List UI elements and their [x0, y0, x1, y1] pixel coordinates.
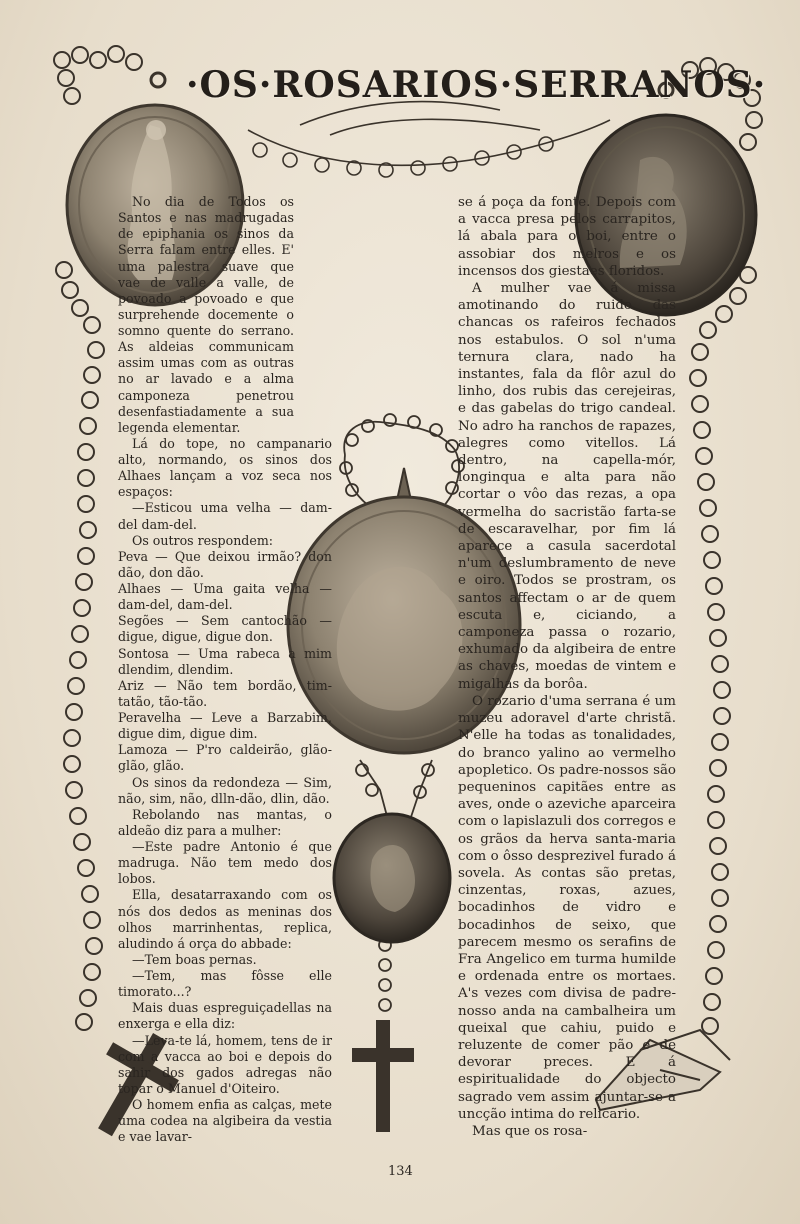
paragraph: Alhaes — Uma gaita velha — dam-del, dam-del.	[118, 581, 332, 613]
paragraph: No dia de Todos os Santos e nas madrugadas de epiphania os sinos da Serra falam entre elles. E' uma palestra suave que vae de valle a valle, de povoado a povoado e que surprehende docemente o somno quente do serrano. As aldeias communicam assim umas com as outras no ar lavado e a alma camponeza penetrou desenfastiadamente a sua legenda elementar.	[118, 194, 294, 435]
paragraph: Mas que os rosa-	[472, 1123, 588, 1139]
central-small-medal	[334, 814, 450, 942]
paragraph: O rozario d'uma serrana é um muzeu adoravel d'arte christã. N'elle ha todas as tonalidades, do branco yalino ao vermelho apopletico. Os padre-nossos são pequeninos capitães entre as aves, onde o azeviche aparceira com o lapislazuli dos corregos e os grãos da herva santa-maria com o ôsso desprezivel furado á sovela. As contas são pretas, cinzentas, roxas, azues, bocadinhos de vidro e bocadinhos de seixo, que parecem mesmo os serafins de Fra Angelico em turma humilde e ordenada entre os mortaes. A's vezes com divisa de padre-nosso anda na cambalheira um queixal que cahiu, puido e reluzente de comer pão e de devorar preces. E á espiritualidade do objecto sagrado vem assim ajuntar-se a uncção intima do relicario.	[458, 693, 676, 1122]
paragraph: Peva — Que deixou irmão? don dão, don dão.	[118, 548, 332, 580]
paragraph: —Esticou uma velha — dam-del dam-del.	[118, 500, 332, 532]
paragraph: Lá do tope, no campanario alto, normando, os sinos dos Alhaes lançam a voz seca nos espaços:	[118, 435, 332, 500]
paragraph: Ariz — Não tem bordão, tim-tatão, tão-tão.	[118, 677, 332, 709]
paragraph: se á poça da fonte. Depois com a vacca presa pelos carrapitos, lá abala para o boi, entre o assobiar dos melros e os incensos dos giestaes floridos.	[458, 195, 676, 279]
paragraph: Lamoza — P'ro caldeirão, glão-glão, glão.	[118, 742, 332, 774]
right-column-text	[458, 194, 676, 1140]
paragraph: A mulher vae á missa amotinando do ruido das chancas os rafeiros fechados nos estabulos. O sol n'uma ternura clara, nado ha instantes, fala da flôr azul do linho, dos rubis das cerejeiras, e das gabelas do trigo candeal. No adro ha ranchos de rapazes, alegres como vitellos. Lá dentro, na capella-mór, longinqua e alta para não cortar o vôo das rezas, a opa vermelha do sacristão farta-se de escaravelhar, por fim lá aparece a casula sacerdotal n'um deslumbramento de neve e oiro. Todos se prostram, os santos affectam o ar de quem escuta e, ciciando, a camponeza passa o rozario, exhumado da algibeira de entre as chaves, moedas de vintem e migalhas da borôa.	[458, 281, 676, 692]
paragraph: —Este padre Antonio é que madruga. Não tem medo dos lobos.	[118, 839, 332, 887]
central-cross	[352, 1020, 414, 1132]
paragraph: Rebolando nas mantas, o aldeão diz para a mulher:	[118, 806, 332, 838]
paragraph: Ella, desatarraxando com os nós dos dedos as meninas dos olhos marrinhentas, replica, aludindo á orça do abbade:	[118, 887, 332, 951]
paragraph: Os outros respondem:	[132, 532, 274, 548]
paragraph: Peravelha — Leve a Barzabim, digue dim, digue dim.	[118, 710, 332, 742]
paragraph: O homem enfia as calças, mete uma codea na algibeira da vestia e vae lavar-	[118, 1097, 332, 1145]
paragraph: Sontosa — Uma rabeca a mim dlendim, dlendim.	[118, 645, 332, 677]
paragraph: —Tem, mas fôsse elle timorato...?	[118, 968, 332, 1000]
paragraph: Os sinos da redondeza — Sim, não, sim, não, dlln-dão, dlin, dão.	[118, 774, 332, 806]
article-title: ·OS·ROSARIOS·SERRANOS·	[186, 64, 767, 106]
paragraph: Segões — Sem cantochão — digue, digue, digue don.	[118, 613, 332, 645]
page-number: 134	[388, 1164, 413, 1179]
left-column-text	[118, 194, 332, 1145]
paragraph: —Tem boas pernas.	[132, 951, 257, 967]
paragraph: Mais duas espreguiçadellas na enxerga e ella diz:	[118, 1000, 332, 1032]
paragraph: —Leva-te lá, homem, tens de ir com a vacca ao boi e depois do sahir dos gados adregas não topar o Manuel d'Oiteiro.	[118, 1032, 332, 1096]
